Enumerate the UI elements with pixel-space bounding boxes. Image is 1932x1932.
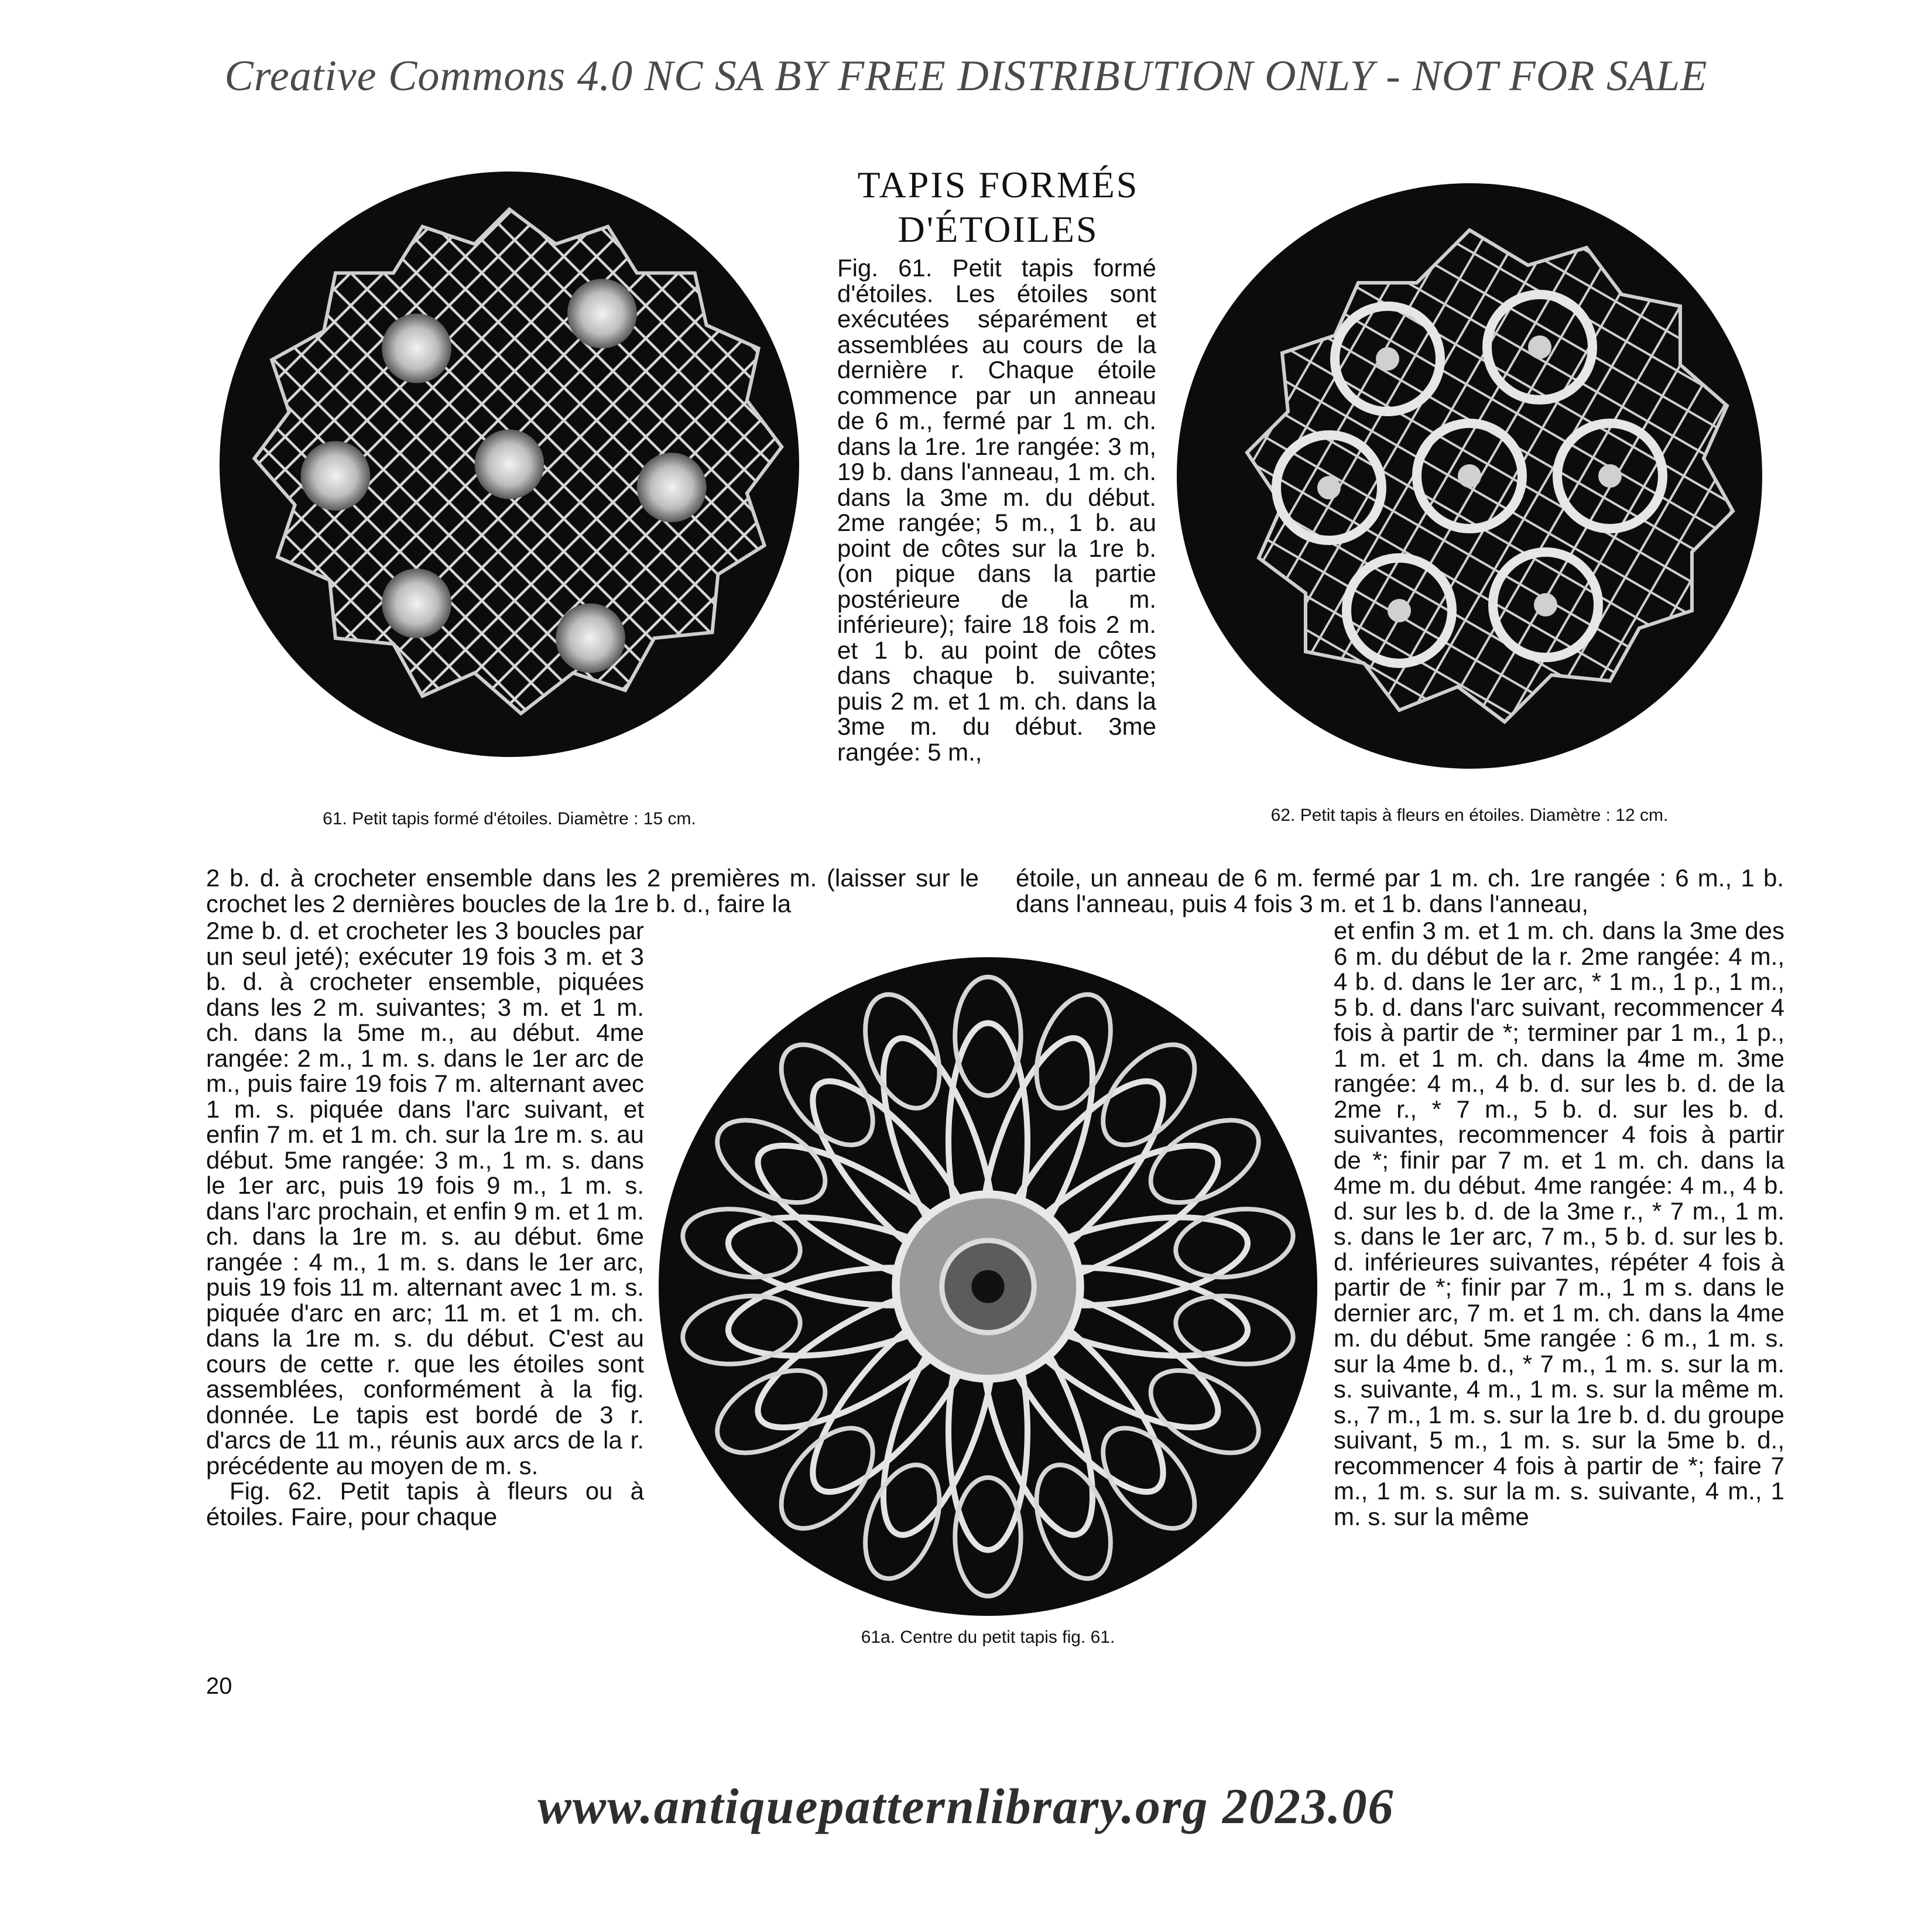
text-wide-right: [1016, 865, 1784, 916]
lace-doily-stars-image: [220, 172, 799, 757]
text-column-left: [206, 918, 644, 1529]
paragraph-wide-left: 2 b. d. à crocheter ensemble dans les 2 premières m. (laisser sur le crochet les 2 dernières boucles de la 1re b. d., faire la: [206, 864, 979, 917]
figure-62-photo: [1177, 183, 1762, 769]
text-wide-left: [206, 865, 979, 916]
paragraph-left: 2me b. d. et crocheter les 3 boucles par un seul jeté); exécuter 19 fois 3 m. et 3 b. d. à crocheter ensemble, piquées dans les 2 m. suivantes; 3 m. et 1 m. ch. dans la 5me m., au début. 4me rangée: 2 m., 1 m. s. dans le 1er arc de m., puis faire 19 fois 7 m. alternant avec 1 m. s. piquée dans l'arc suivant, et enfin 7 m. et 1 m. ch. sur la 1re m. s. au début. 5me rangée: 3 m., 1 m. s. dans le 1er arc, puis 19 fois 9 m., 1 m. s. dans l'arc prochain, et enfin 9 m. et 1 m. ch. dans la 1re m. s. au début. 6me rangée : 4 m., 1 m. s. dans le 1er arc, puis 19 fois 11 m. alternant avec 1 m. s. piquée d'arc en arc; 11 m. et 1 m. ch. dans la 1re m. s. du début. C'est au cours de cette r. que les étoiles sont assemblées, conformément à la fig. donnée. Le tapis est bordé de 3 r. d'arcs de 11 m., réunis aux arcs de la r. précédente au moyen de m. s.: [206, 917, 644, 1479]
figure-61-caption: 61. Petit tapis formé d'étoiles. Diamètre : 15 cm.: [323, 809, 696, 828]
figure-61a-caption: 61a. Centre du petit tapis fig. 61.: [861, 1628, 1115, 1647]
article-title: [817, 163, 1180, 252]
lace-center-detail-image: [659, 957, 1317, 1616]
text-column-right: [1334, 918, 1784, 1529]
paragraph-right: et enfin 3 m. et 1 m. ch. dans la 3me des 6 m. du début de la r. 2me rangée: 4 m., 4 b. d. dans le 1er arc, * 1 m., 1 p., 1 m., 5 b. d. dans l'arc suivant, recommencer 4 fois à partir de *; terminer par 1 m., 1 p., 1 m. et 1 m. ch. dans la 4me m. 3me rangée: 4 m., 4 b. d. sur les b. d. de la 2me r., * 7 m., 5 b. d. sur les b. d. suivantes, recommencer 4 fois à partir de *; finir par 7 m. et 1 m. ch. dans la 4me m. du début. 4me rangée: 4 m., 4 b. d. sur les b. d. de la 3me r., * 7 m., 1 m. s. dans le 1er arc, 7 m., 5 b. d. sur les b. d. inférieures suivantes, répéter 4 fois à partir de *; finir par 7 m., 1 m s. dans le dernier arc, 7 m. et 1 m. ch. dans la 4me m. du début. 5me rangée : 6 m., 1 m. s. sur la 4me b. d., * 7 m., 1 m. s. sur la m. s. suivante, 4 m., 1 m. s. sur la même m. s., 7 m., 1 m. s. sur la 1re b. d. du groupe suivant, 5 m., 1 m. s. sur la 5me b. d., recommencer 4 fois à partir de *; faire 7 m., 1 m. s. sur la m. s. suivante, 4 m., 1 m. s. sur la même: [1334, 917, 1784, 1530]
lace-doily-flowers-image: [1177, 183, 1762, 769]
figure-61-photo: [220, 172, 799, 757]
text-column-top-middle: [837, 255, 1156, 765]
paragraph-wide-right: étoile, un anneau de 6 m. fermé par 1 m. ch. 1re rangée : 6 m., 1 b. dans l'anneau, puis 4 fois 3 m. et 1 b. dans l'anneau,: [1016, 864, 1784, 917]
paragraph-fig62-intro: Fig. 62. Petit tapis à fleurs ou à étoiles. Faire, pour chaque: [206, 1477, 644, 1530]
title-line-2: D'ÉTOILES: [898, 208, 1099, 250]
page-number: 20: [206, 1673, 232, 1699]
title-line-1: TAPIS FORMÉS: [857, 164, 1139, 205]
figure-62-caption: 62. Petit tapis à fleurs en étoiles. Diamètre : 12 cm.: [1270, 806, 1669, 825]
figure-61a-photo: [659, 957, 1317, 1616]
site-footer: www.antiquepatternlibrary.org 2023.06: [537, 1778, 1395, 1834]
license-banner: Creative Commons 4.0 NC SA BY FREE DISTRIBUTION ONLY - NOT FOR SALE: [224, 52, 1708, 100]
paragraph-fig61: Fig. 61. Petit tapis formé d'étoiles. Les étoiles sont exécutées séparément et assemblées au cours de la dernière r. Chaque étoile commence par un anneau de 6 m., fermé par 1 m. ch. dans la 1re. 1re rangée: 3 m, 19 b. dans l'anneau, 1 m. ch. dans la 3me m. du début. 2me rangée; 5 m., 1 b. au point de côtes sur la 1re b. (on pique dans la partie postérieure de la m. inférieure); faire 18 fois 2 m. et 1 b. au point de côtes dans chaque b. suivante; puis 2 m. et 1 m. ch. dans la 3me m. du début. 3me rangée: 5 m.,: [837, 254, 1156, 766]
